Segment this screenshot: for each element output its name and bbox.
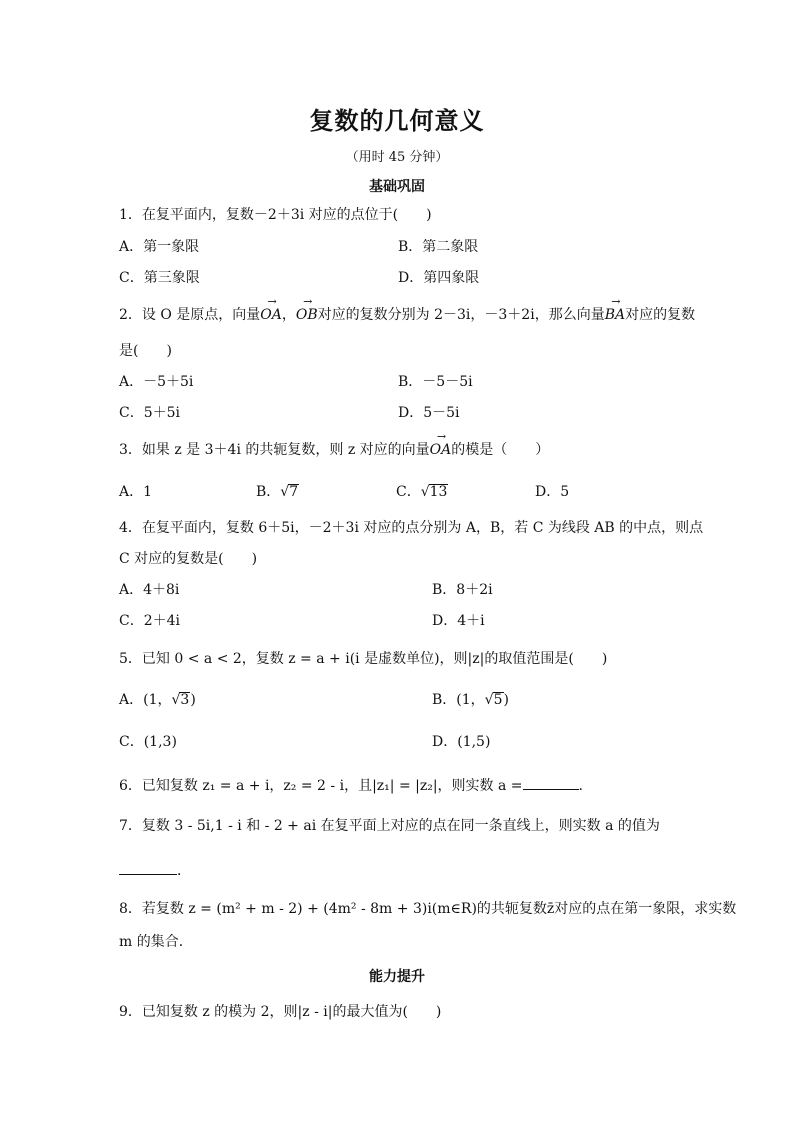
- q2-option-a: A．－5＋5i: [119, 374, 194, 390]
- q3-option-a: A．1: [119, 484, 153, 500]
- q8-stem: 8．若复数 z = (m² + m - 2) + (4m² - 8m + 3)i(m∈R)的共轭复数z̄对应的点在第一象限，求实数: [119, 901, 737, 917]
- q3-option-b-label: B．: [256, 484, 281, 500]
- q1-option-b: B．第二象限: [398, 239, 479, 255]
- q7-stem-line2: [119, 860, 191, 880]
- q1-option-a: A．第一象限: [119, 239, 200, 255]
- q2-option-b: B．－5－5i: [398, 374, 473, 390]
- q4-stem: 4．在复平面内，复数 6＋5i，－2＋3i 对应的点分别为 A，B，若 C 为线段 AB 的中点，则点: [119, 520, 704, 536]
- sqrt-sign: √: [484, 692, 494, 708]
- q4-option-b: B．8＋2i: [432, 582, 493, 598]
- q4-stem-line2: C 对应的复数是( ): [119, 551, 258, 567]
- q5-stem: 5．已知 0 < a < 2，复数 z = a + i(i 是虚数单位)，则|z|的取值范围是( ): [119, 651, 608, 667]
- section-basic: 基础巩固: [369, 179, 425, 195]
- q3-option-c-label: C．: [396, 484, 421, 500]
- q7-stem: 7．复数 3 - 5i,1 - i 和 - 2 + ai 在复平面上对应的点在同一条直线上，则实数 a 的值为: [119, 818, 660, 834]
- q1-option-c: C．第三象限: [119, 270, 200, 286]
- q2-option-c: C．5＋5i: [119, 405, 181, 421]
- q3-option-c: [396, 483, 448, 501]
- q3-option-d: D．5: [535, 484, 570, 500]
- q3-stem-text-a: 3．如果 z 是 3＋4i 的共轭复数，则 z 对应的向量: [119, 442, 430, 458]
- q8-stem-line2: m 的集合．: [119, 934, 193, 950]
- q5-option-d: D．(1,5): [432, 734, 491, 750]
- sqrt-sign: √: [420, 484, 430, 500]
- q6-stem: [119, 775, 583, 795]
- vector-ob: → OB: [296, 306, 318, 324]
- q5-option-b-close: ): [503, 692, 509, 708]
- answer-blank[interactable]: [523, 775, 579, 790]
- q2-stem-text-b: 对应的复数分别为 2－3i，－3＋2i，那么向量: [317, 307, 605, 323]
- q2-stem-text-a: 2．设 O 是原点，向量: [119, 307, 261, 323]
- q4-option-d: D．4＋i: [432, 613, 485, 629]
- q3-stem-text-b: 的模是（ ）: [451, 442, 550, 458]
- q5-option-a-radicand: 3: [180, 692, 190, 708]
- q4-option-c: C．2＋4i: [119, 613, 181, 629]
- answer-blank[interactable]: [119, 860, 177, 875]
- q5-option-a-label: A．(1，: [119, 692, 172, 708]
- q5-option-b-label: B．(1，: [432, 692, 485, 708]
- section-advanced: 能力提升: [369, 969, 425, 985]
- q2-stem-text-c: 对应的复数: [625, 307, 696, 323]
- q5-option-b-radicand: 5: [493, 692, 503, 708]
- vector-ba: → BA: [605, 306, 625, 324]
- vector-oa-q3: → OA: [430, 441, 452, 459]
- q2-sep: ，: [281, 307, 296, 323]
- q5-option-c: C．(1,3): [119, 734, 177, 750]
- q1-option-d: D．第四象限: [398, 270, 480, 286]
- q5-option-b: [432, 691, 509, 709]
- q7-period: ．: [177, 863, 191, 879]
- sqrt-sign: √: [280, 484, 290, 500]
- page-title: 复数的几何意义: [309, 106, 485, 135]
- q4-option-a: A．4＋8i: [119, 582, 180, 598]
- q5-option-a-close: ): [190, 692, 196, 708]
- q9-stem: 9．已知复数 z 的模为 2，则|z - i|的最大值为( ): [119, 1004, 442, 1020]
- q3-option-b-radicand: 7: [289, 484, 299, 500]
- vector-oa: → OA: [260, 306, 282, 324]
- q5-option-a: [119, 691, 196, 709]
- q6-period: .: [578, 778, 583, 794]
- q2-option-d: D．5－5i: [398, 405, 460, 421]
- sqrt-sign: √: [171, 692, 181, 708]
- q3-option-b: [256, 483, 299, 501]
- q3-stem: [119, 441, 549, 459]
- q1-stem: 1．在复平面内，复数－2＋3i 对应的点位于( ): [119, 207, 432, 223]
- q2-stem-line2: 是( ): [119, 343, 172, 359]
- q3-option-c-radicand: 13: [429, 484, 448, 500]
- q6-stem-text: 6．已知复数 z₁ = a + i，z₂ = 2 - i，且|z₁| = |z₂|，则实数 a =: [119, 778, 523, 794]
- page-subtitle: （用时 45 分钟）: [345, 150, 449, 165]
- q2-stem: [119, 306, 695, 324]
